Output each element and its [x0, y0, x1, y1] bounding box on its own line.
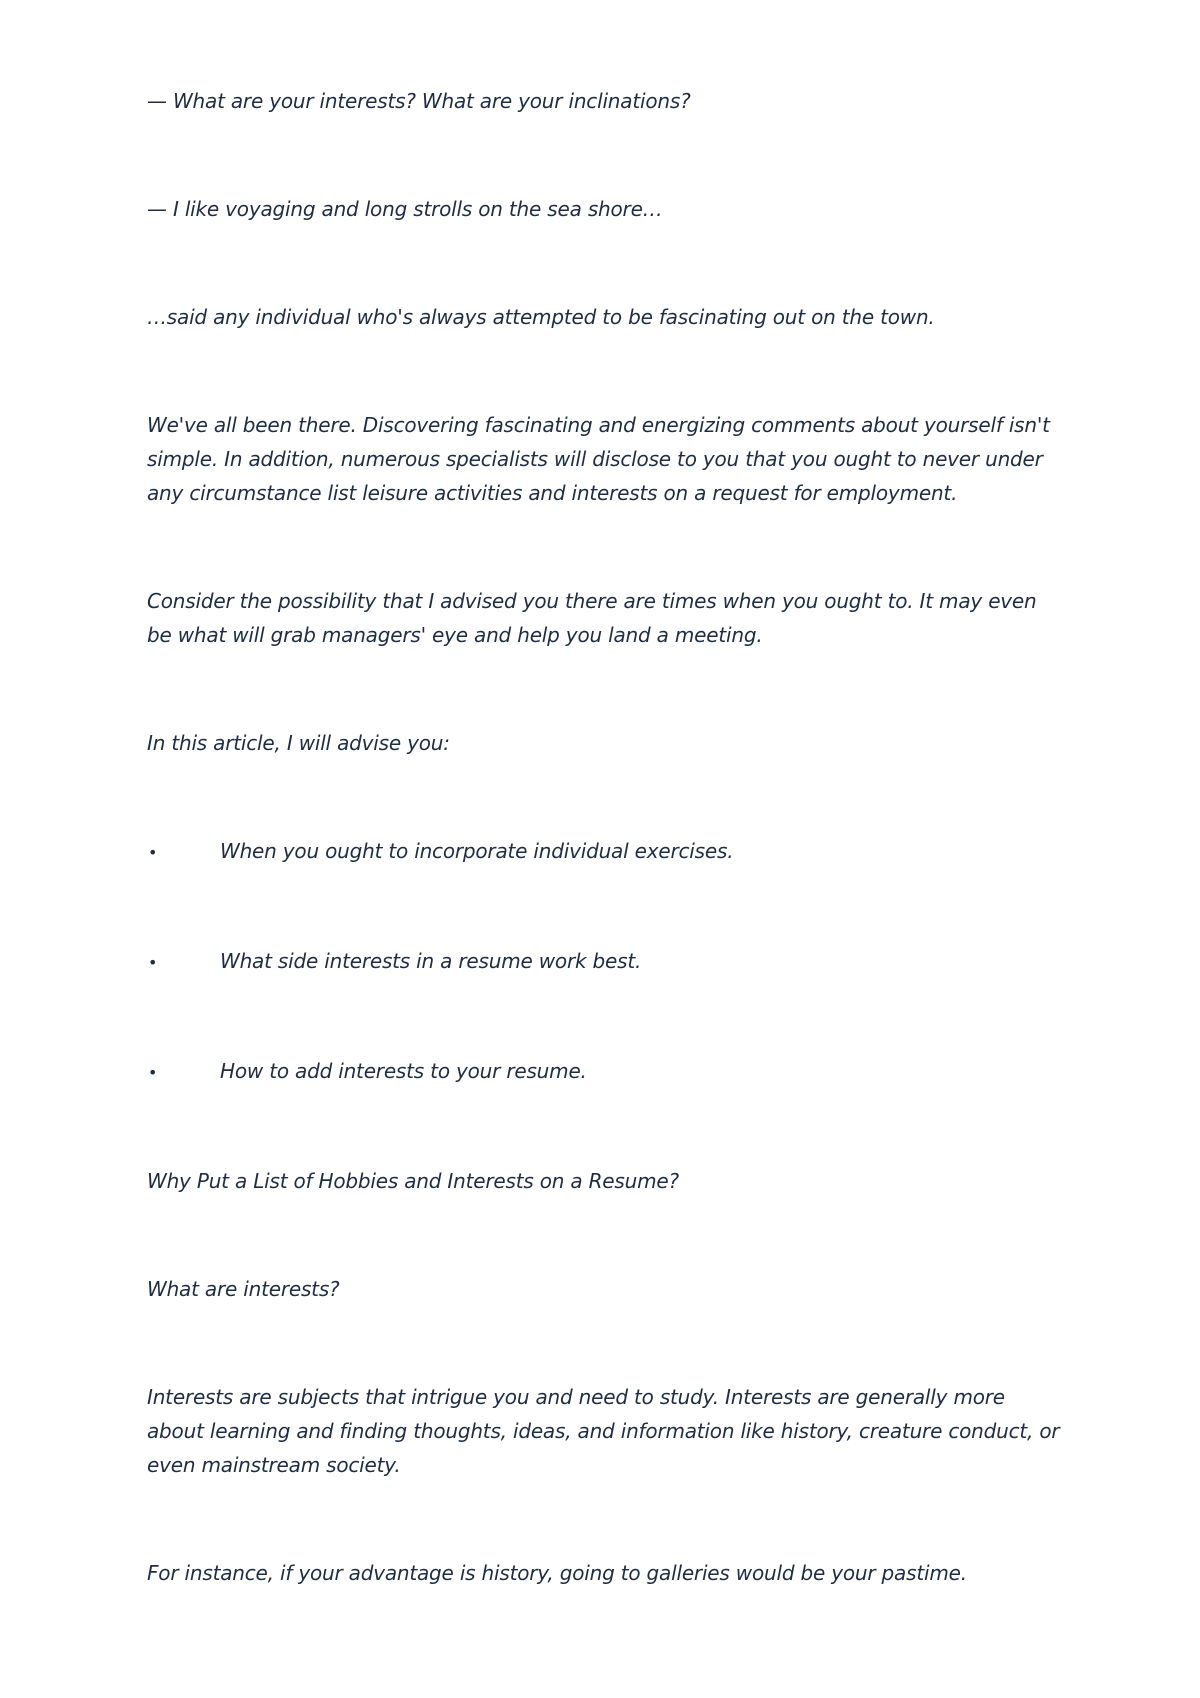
list-item [147, 944, 1067, 980]
dialogue-narration: …said any individual who's always attempted to be fascinating out on the town. [147, 305, 935, 329]
bullet-icon: • [148, 843, 158, 862]
list-item [147, 1054, 1067, 1090]
document-body [147, 84, 1067, 1664]
list-item-text: What side interests in a resume work best. [220, 949, 642, 973]
list-item-text: How to add interests to your resume. [220, 1059, 587, 1083]
consider-paragraph: Consider the possibility that I advised you there are times when you ought to. It may even be what will grab managers' eye and help you land a meeting. [147, 589, 1037, 647]
bullet-icon: • [148, 953, 158, 972]
section-heading-why: Why Put a List of Hobbies and Interests on a Resume? [147, 1169, 679, 1193]
list-item-text: When you ought to incorporate individual exercises. [220, 839, 734, 863]
bullet-icon: • [148, 1063, 158, 1082]
dialogue-answer: — I like voyaging and long strolls on the sea shore… [147, 197, 663, 221]
interests-definition-paragraph: Interests are subjects that intrigue you and need to study. Interests are generally more about learning and finding thoughts, ideas, and information like history, creature conduct, or even mainstream society. [147, 1385, 1060, 1477]
intro-paragraph: We've all been there. Discovering fascinating and energizing comments about yourself isn't simple. In addition, numerous specialists will disclose to you that you ought to never under any circumstance list leisure activities and interests on a request for employment. [147, 413, 1050, 505]
list-item [147, 834, 1067, 870]
dialogue-question: — What are your interests? What are your inclinations? [147, 89, 691, 113]
example-paragraph: For instance, if your advantage is history, going to galleries would be your pastime. [147, 1561, 967, 1585]
section-heading-what: What are interests? [147, 1277, 340, 1301]
article-lead-in: In this article, I will advise you: [147, 731, 450, 755]
